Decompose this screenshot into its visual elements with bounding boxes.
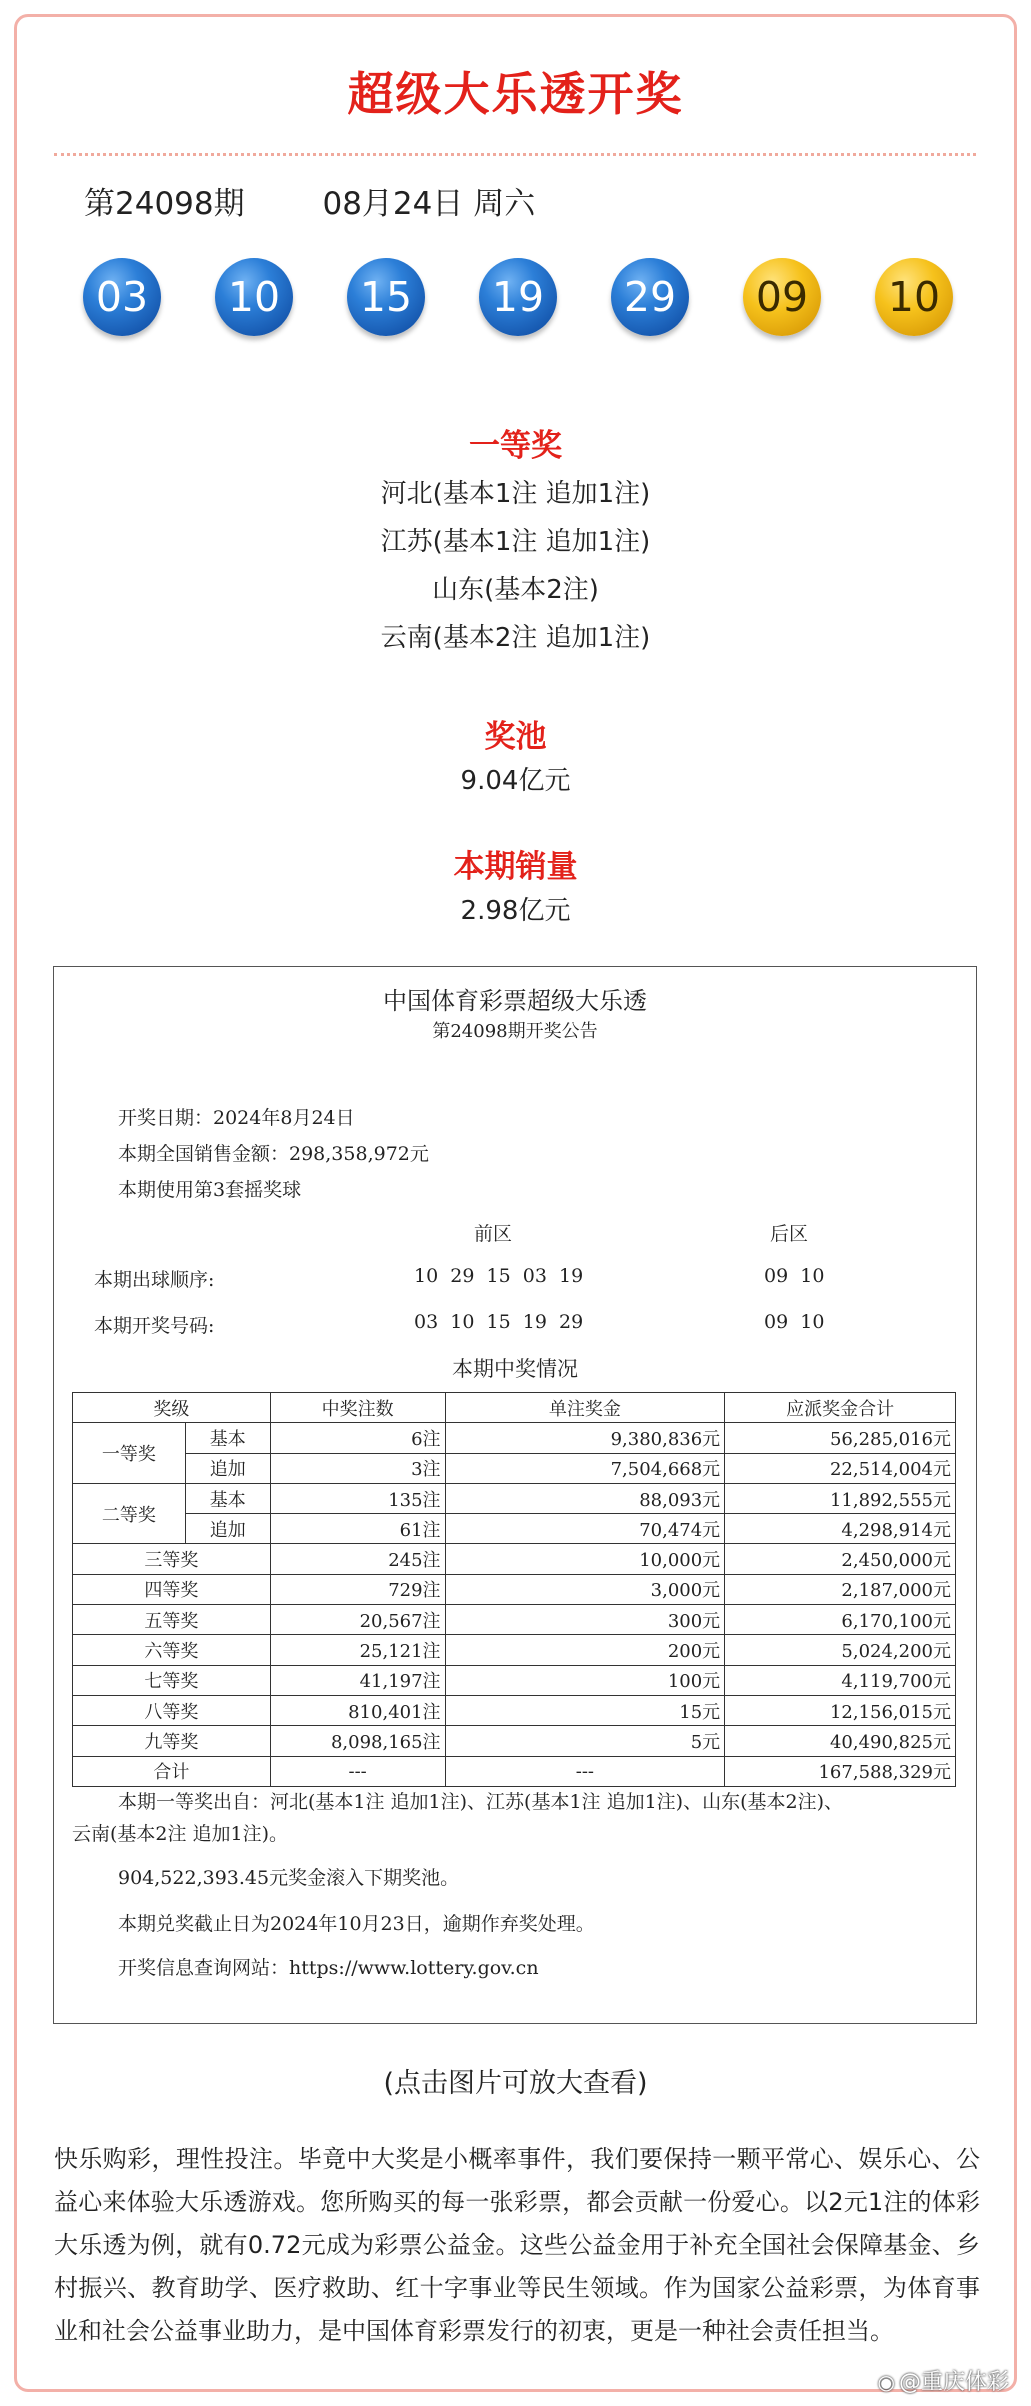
watermark bbox=[878, 2365, 1009, 2396]
level-cell: 八等奖 bbox=[73, 1695, 271, 1725]
prize-cell: 15元 bbox=[445, 1695, 725, 1725]
header-count: 中奖注数 bbox=[270, 1393, 445, 1423]
sub-cell: 基本 bbox=[185, 1423, 270, 1453]
level-cell: 一等奖 bbox=[73, 1423, 186, 1484]
front-ball: 19 bbox=[479, 258, 557, 336]
order-back: 09 10 bbox=[764, 1265, 825, 1287]
front-ball: 03 bbox=[83, 258, 161, 336]
table-row bbox=[73, 1423, 956, 1453]
level-cell: 五等奖 bbox=[73, 1605, 271, 1635]
page-title: 超级大乐透开奖 bbox=[347, 67, 684, 121]
count-cell: 729注 bbox=[270, 1574, 445, 1604]
front-ball: 10 bbox=[215, 258, 293, 336]
table-row bbox=[73, 1665, 956, 1695]
first-prize-line: 山东(基本2注) bbox=[432, 575, 599, 605]
order-label: 本期出球顺序: bbox=[94, 1269, 215, 1291]
header-total: 应派奖金合计 bbox=[725, 1393, 956, 1423]
total-cell: 4,119,700元 bbox=[725, 1665, 956, 1695]
notice-ball-set: 本期使用第3套摇奖球 bbox=[118, 1179, 302, 1201]
total-cell: 2,450,000元 bbox=[725, 1544, 956, 1574]
header-prize: 单注奖金 bbox=[445, 1393, 725, 1423]
prize-cell: --- bbox=[445, 1756, 725, 1786]
count-cell: 810,401注 bbox=[270, 1695, 445, 1725]
order-front: 10 29 15 03 19 bbox=[414, 1265, 584, 1287]
prize-cell: 70,474元 bbox=[445, 1514, 725, 1544]
prize-cell: 9,380,836元 bbox=[445, 1423, 725, 1453]
total-cell: 5,024,200元 bbox=[725, 1635, 956, 1665]
result-label: 本期开奖号码: bbox=[94, 1315, 215, 1337]
prize-cell: 7,504,668元 bbox=[445, 1453, 725, 1483]
table-header-row bbox=[73, 1393, 956, 1423]
front-zone-label: 前区 bbox=[474, 1223, 513, 1245]
weibo-icon: ◉ bbox=[877, 2370, 895, 2394]
count-cell: 135注 bbox=[270, 1483, 445, 1513]
pool-title: 奖池 bbox=[484, 719, 547, 755]
total-cell: 56,285,016元 bbox=[725, 1423, 956, 1453]
total-cell: 11,892,555元 bbox=[725, 1483, 956, 1513]
table-row bbox=[73, 1453, 956, 1483]
table-row bbox=[73, 1635, 956, 1665]
sub-cell: 追加 bbox=[185, 1453, 270, 1483]
total-cell: 167,588,329元 bbox=[725, 1756, 956, 1786]
prize-cell: 5元 bbox=[445, 1726, 725, 1756]
prize-table bbox=[72, 1392, 956, 1787]
front-ball: 15 bbox=[347, 258, 425, 336]
pool-value: 9.04亿元 bbox=[460, 766, 571, 796]
total-cell: 12,156,015元 bbox=[725, 1695, 956, 1725]
back-ball: 09 bbox=[743, 258, 821, 336]
notice-footnote-2: 云南(基本2注 追加1注)。 bbox=[72, 1823, 289, 1845]
notice-footnote-1: 本期一等奖出自：河北(基本1注 追加1注)、江苏(基本1注 追加1注)、山东(基本2注)、 bbox=[118, 1791, 843, 1813]
prize-cell: 3,000元 bbox=[445, 1574, 725, 1604]
first-prize-title: 一等奖 bbox=[469, 428, 562, 464]
image-caption: (点击图片可放大查看) bbox=[383, 2068, 648, 2099]
count-cell: 3注 bbox=[270, 1453, 445, 1483]
count-cell: --- bbox=[270, 1756, 445, 1786]
sub-cell: 追加 bbox=[185, 1514, 270, 1544]
level-cell: 二等奖 bbox=[73, 1483, 186, 1544]
table-row bbox=[73, 1514, 956, 1544]
sub-cell: 基本 bbox=[185, 1483, 270, 1513]
count-cell: 245注 bbox=[270, 1544, 445, 1574]
notice-deadline: 本期兑奖截止日为2024年10月23日，逾期作弃奖处理。 bbox=[118, 1913, 595, 1935]
notice-draw-date: 开奖日期：2024年8月24日 bbox=[118, 1107, 355, 1129]
first-prize-line: 河北(基本1注 追加1注) bbox=[380, 479, 651, 509]
front-ball: 29 bbox=[611, 258, 689, 336]
body-paragraph: 快乐购彩，理性投注。毕竟中大奖是小概率事件，我们要保持一颗平常心、娱乐心、公益心来体验大乐透游戏。您所购买的每一张彩票，都会贡献一份爱心。以2元1注的体彩大乐透为例，就有0.72元成为彩票公益金。这些公益金用于补充全国社会保障基金、乡村振兴、教育助学、医疗救助、红十字事业等民生领域。作为国家公益彩票，为体育事业和社会公益事业助力，是中国体育彩票发行的初衷，更是一种社会责任担当。 bbox=[54, 2145, 980, 2345]
level-cell: 六等奖 bbox=[73, 1635, 271, 1665]
table-row bbox=[73, 1574, 956, 1604]
prize-cell: 300元 bbox=[445, 1605, 725, 1635]
sales-title: 本期销量 bbox=[453, 849, 578, 885]
prize-cell: 200元 bbox=[445, 1635, 725, 1665]
back-ball: 10 bbox=[875, 258, 953, 336]
prize-cell: 10,000元 bbox=[445, 1544, 725, 1574]
count-cell: 8,098,165注 bbox=[270, 1726, 445, 1756]
notice-website: 开奖信息查询网站：https://www.lottery.gov.cn bbox=[118, 1957, 539, 1979]
first-prize-line: 云南(基本2注 追加1注) bbox=[380, 623, 651, 653]
level-cell: 九等奖 bbox=[73, 1726, 271, 1756]
notice-rollover: 904,522,393.45元奖金滚入下期奖池。 bbox=[118, 1867, 460, 1889]
prize-table-title: 本期中奖情况 bbox=[452, 1357, 578, 1381]
header-level: 奖级 bbox=[73, 1393, 271, 1423]
winning-balls bbox=[83, 258, 963, 340]
total-cell: 4,298,914元 bbox=[725, 1514, 956, 1544]
table-row bbox=[73, 1544, 956, 1574]
back-zone-label: 后区 bbox=[770, 1223, 809, 1245]
table-row bbox=[73, 1605, 956, 1635]
total-cell: 22,514,004元 bbox=[725, 1453, 956, 1483]
count-cell: 61注 bbox=[270, 1514, 445, 1544]
notice-subtitle: 第24098期开奖公告 bbox=[432, 1021, 598, 1042]
result-back: 09 10 bbox=[764, 1311, 825, 1333]
first-prize-line: 江苏(基本1注 追加1注) bbox=[380, 527, 651, 557]
watermark-text: @重庆体彩 bbox=[898, 2370, 1009, 2395]
table-row bbox=[73, 1483, 956, 1513]
level-cell: 四等奖 bbox=[73, 1574, 271, 1604]
draw-date: 08月24日 周六 bbox=[322, 186, 536, 222]
draw-notice-image[interactable] bbox=[53, 966, 977, 2024]
count-cell: 25,121注 bbox=[270, 1635, 445, 1665]
count-cell: 41,197注 bbox=[270, 1665, 445, 1695]
total-cell: 2,187,000元 bbox=[725, 1574, 956, 1604]
table-total-row bbox=[73, 1756, 956, 1786]
count-cell: 6注 bbox=[270, 1423, 445, 1453]
level-cell: 七等奖 bbox=[73, 1665, 271, 1695]
result-front: 03 10 15 19 29 bbox=[414, 1311, 584, 1333]
notice-title: 中国体育彩票超级大乐透 bbox=[383, 987, 647, 1015]
level-cell: 三等奖 bbox=[73, 1544, 271, 1574]
table-row bbox=[73, 1726, 956, 1756]
issue-number: 第24098期 bbox=[84, 186, 245, 222]
prize-cell: 100元 bbox=[445, 1665, 725, 1695]
dotted-divider bbox=[54, 153, 976, 156]
level-cell: 合计 bbox=[73, 1756, 271, 1786]
issue-row bbox=[84, 178, 535, 223]
total-cell: 40,490,825元 bbox=[725, 1726, 956, 1756]
count-cell: 20,567注 bbox=[270, 1605, 445, 1635]
prize-cell: 88,093元 bbox=[445, 1483, 725, 1513]
total-cell: 6,170,100元 bbox=[725, 1605, 956, 1635]
notice-sales-total: 本期全国销售金额：298,358,972元 bbox=[118, 1143, 429, 1165]
table-row bbox=[73, 1695, 956, 1725]
sales-value: 2.98亿元 bbox=[460, 896, 571, 926]
